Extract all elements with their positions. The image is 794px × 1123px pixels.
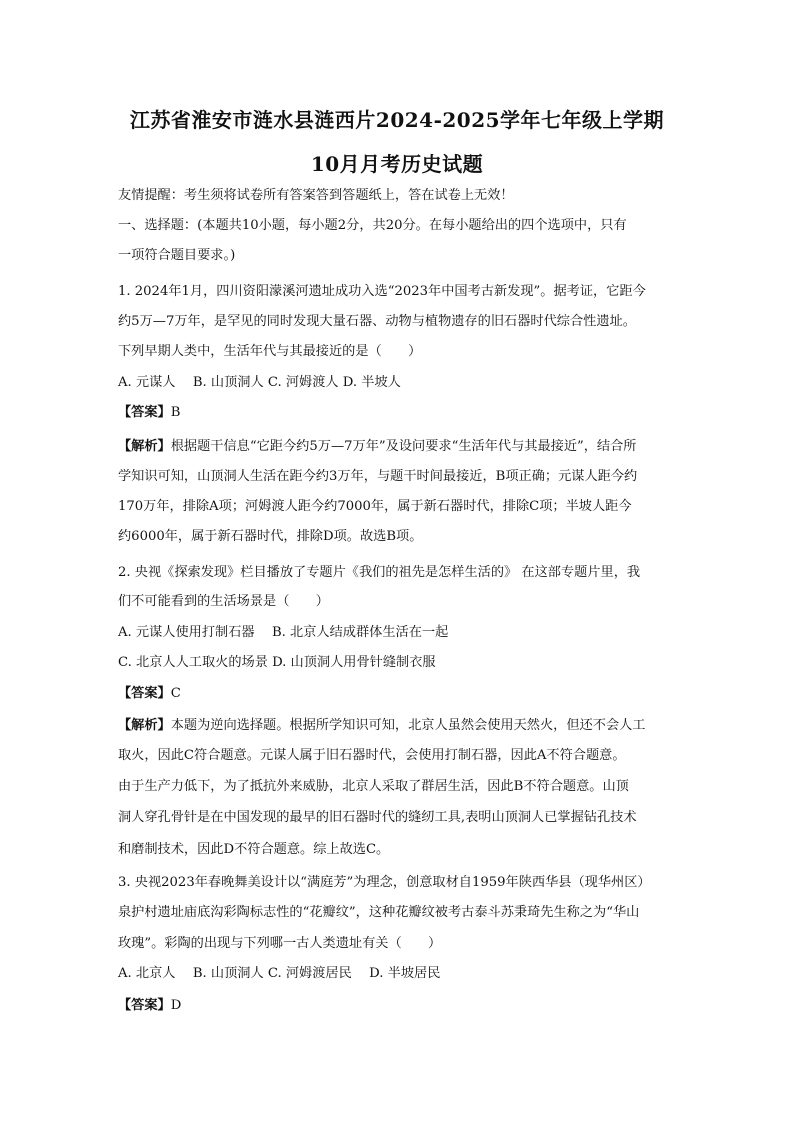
q3-stem-line3: 玫瑰”。彩陶的出现与下列哪一古人类遗址有关（ ） [118,936,442,951]
analysis-label: 【解析】 [118,439,171,454]
answer-label: 【答案】 [118,998,171,1013]
analysis-label: 【解析】 [118,718,171,733]
document-title-line1: 江苏省淮安市涟水县涟西片2024-2025学年七年级上学期 [129,108,665,132]
q1-analysis-text1: 根据题干信息“它距今约5万—7万年”及设问要求“生活年代与其最接近”，结合所 [170,439,637,454]
q2-analysis-line3: 由于生产力低下，为了抵抗外来威胁，北京人采取了群居生活，因此B不符合题意。山顶 [118,779,629,794]
q2-analysis-text1: 本题为逆向选择题。根据所学知识可知，北京人虽然会使用天然火，但还不会人工 [170,718,646,733]
section-instructions-line2: 一项符合题目要求。) [118,248,236,263]
q3-stem-line2: 泉护村遗址庙底沟彩陶标志性的“花瓣纹”，这种花瓣纹被考古泰斗苏秉琦先生称之为“华山 [118,905,640,920]
q1-stem-line1: 1. 2024年1月，四川资阳濛溪河遗址成功入选“2023年中国考古新发现”。据考证，它距今 [118,284,646,299]
answer-label: 【答案】 [118,686,171,701]
q1-analysis-line4: 约6000年，属于新石器时代，排除D项。故选B项。 [118,529,423,544]
q1-analysis-line1 [118,437,698,457]
q2-answer [118,684,698,704]
q1-stem-line3: 下列早期人类中，生活年代与其最接近的是（ ） [118,344,422,359]
q2-analysis-line4: 洞人穿孔骨针是在中国发现的最早的旧石器时代的缝纫工具,表明山顶洞人已掌握钻孔技术 [118,810,637,825]
q1-answer-value: B [170,405,181,420]
answer-label: 【答案】 [118,405,171,420]
q2-analysis-line1 [118,716,698,736]
reminder-text: 友情提醒：考生须将试卷所有答案答到答题纸上，答在试卷上无效！ [118,188,514,203]
q2-analysis-line5: 和磨制技术，因此D不符合题意。综上故选C。 [118,842,390,857]
q1-answer [118,403,698,423]
q2-analysis-line2: 取火，因此C符合题意。元谋人属于旧石器时代，会使用打制石器，因此A不符合题意。 [118,748,626,763]
q2-options-line1: A. 元谋人使用打制石器 B. 北京人结成群体生活在一起 [118,625,449,640]
q3-options: A. 北京人 B. 山顶洞人 C. 河姆渡居民 D. 半坡居民 [118,966,441,981]
q3-answer [118,996,698,1016]
q3-answer-value: D [170,998,182,1013]
q2-stem-line2: 们不可能看到的生活场景是（ ） [118,594,329,609]
q2-options-line2: C. 北京人人工取火的场景 D. 山顶洞人用骨针缝制衣服 [118,655,436,670]
section-instructions-line1: 一、选择题：(本题共10小题，每小题2分，共20分。在每小题给出的四个选项中，只有 [118,218,627,233]
q2-answer-value: C [170,686,181,701]
q2-stem-line1: 2. 央视《探索发现》栏目播放了专题片《我们的祖先是怎样生活的》 在这部专题片里，我 [118,565,641,580]
q1-stem-line2: 约5万—7万年，是罕见的同时发现大量石器、动物与植物遗存的旧石器时代综合性遗址。 [118,314,636,329]
q3-stem-line1: 3. 央视2023年春晚舞美设计以“满庭芳”为理念，创意取材自1959年陕西华县（现华州区） [118,875,651,890]
q1-options: A. 元谋人 B. 山顶洞人 C. 河姆渡人 D. 半坡人 [118,375,401,390]
q1-analysis-line2: 学知识可知，山顶洞人生活在距今约3万年，与题干时间最接近，B项正确；元谋人距今约 [118,469,638,484]
document-title-line2: 10月月考历史试题 [310,152,484,176]
q1-analysis-line3: 170万年，排除A项；河姆渡人距今约7000年，属于新石器时代，排除C项；半坡人距今 [118,499,632,514]
